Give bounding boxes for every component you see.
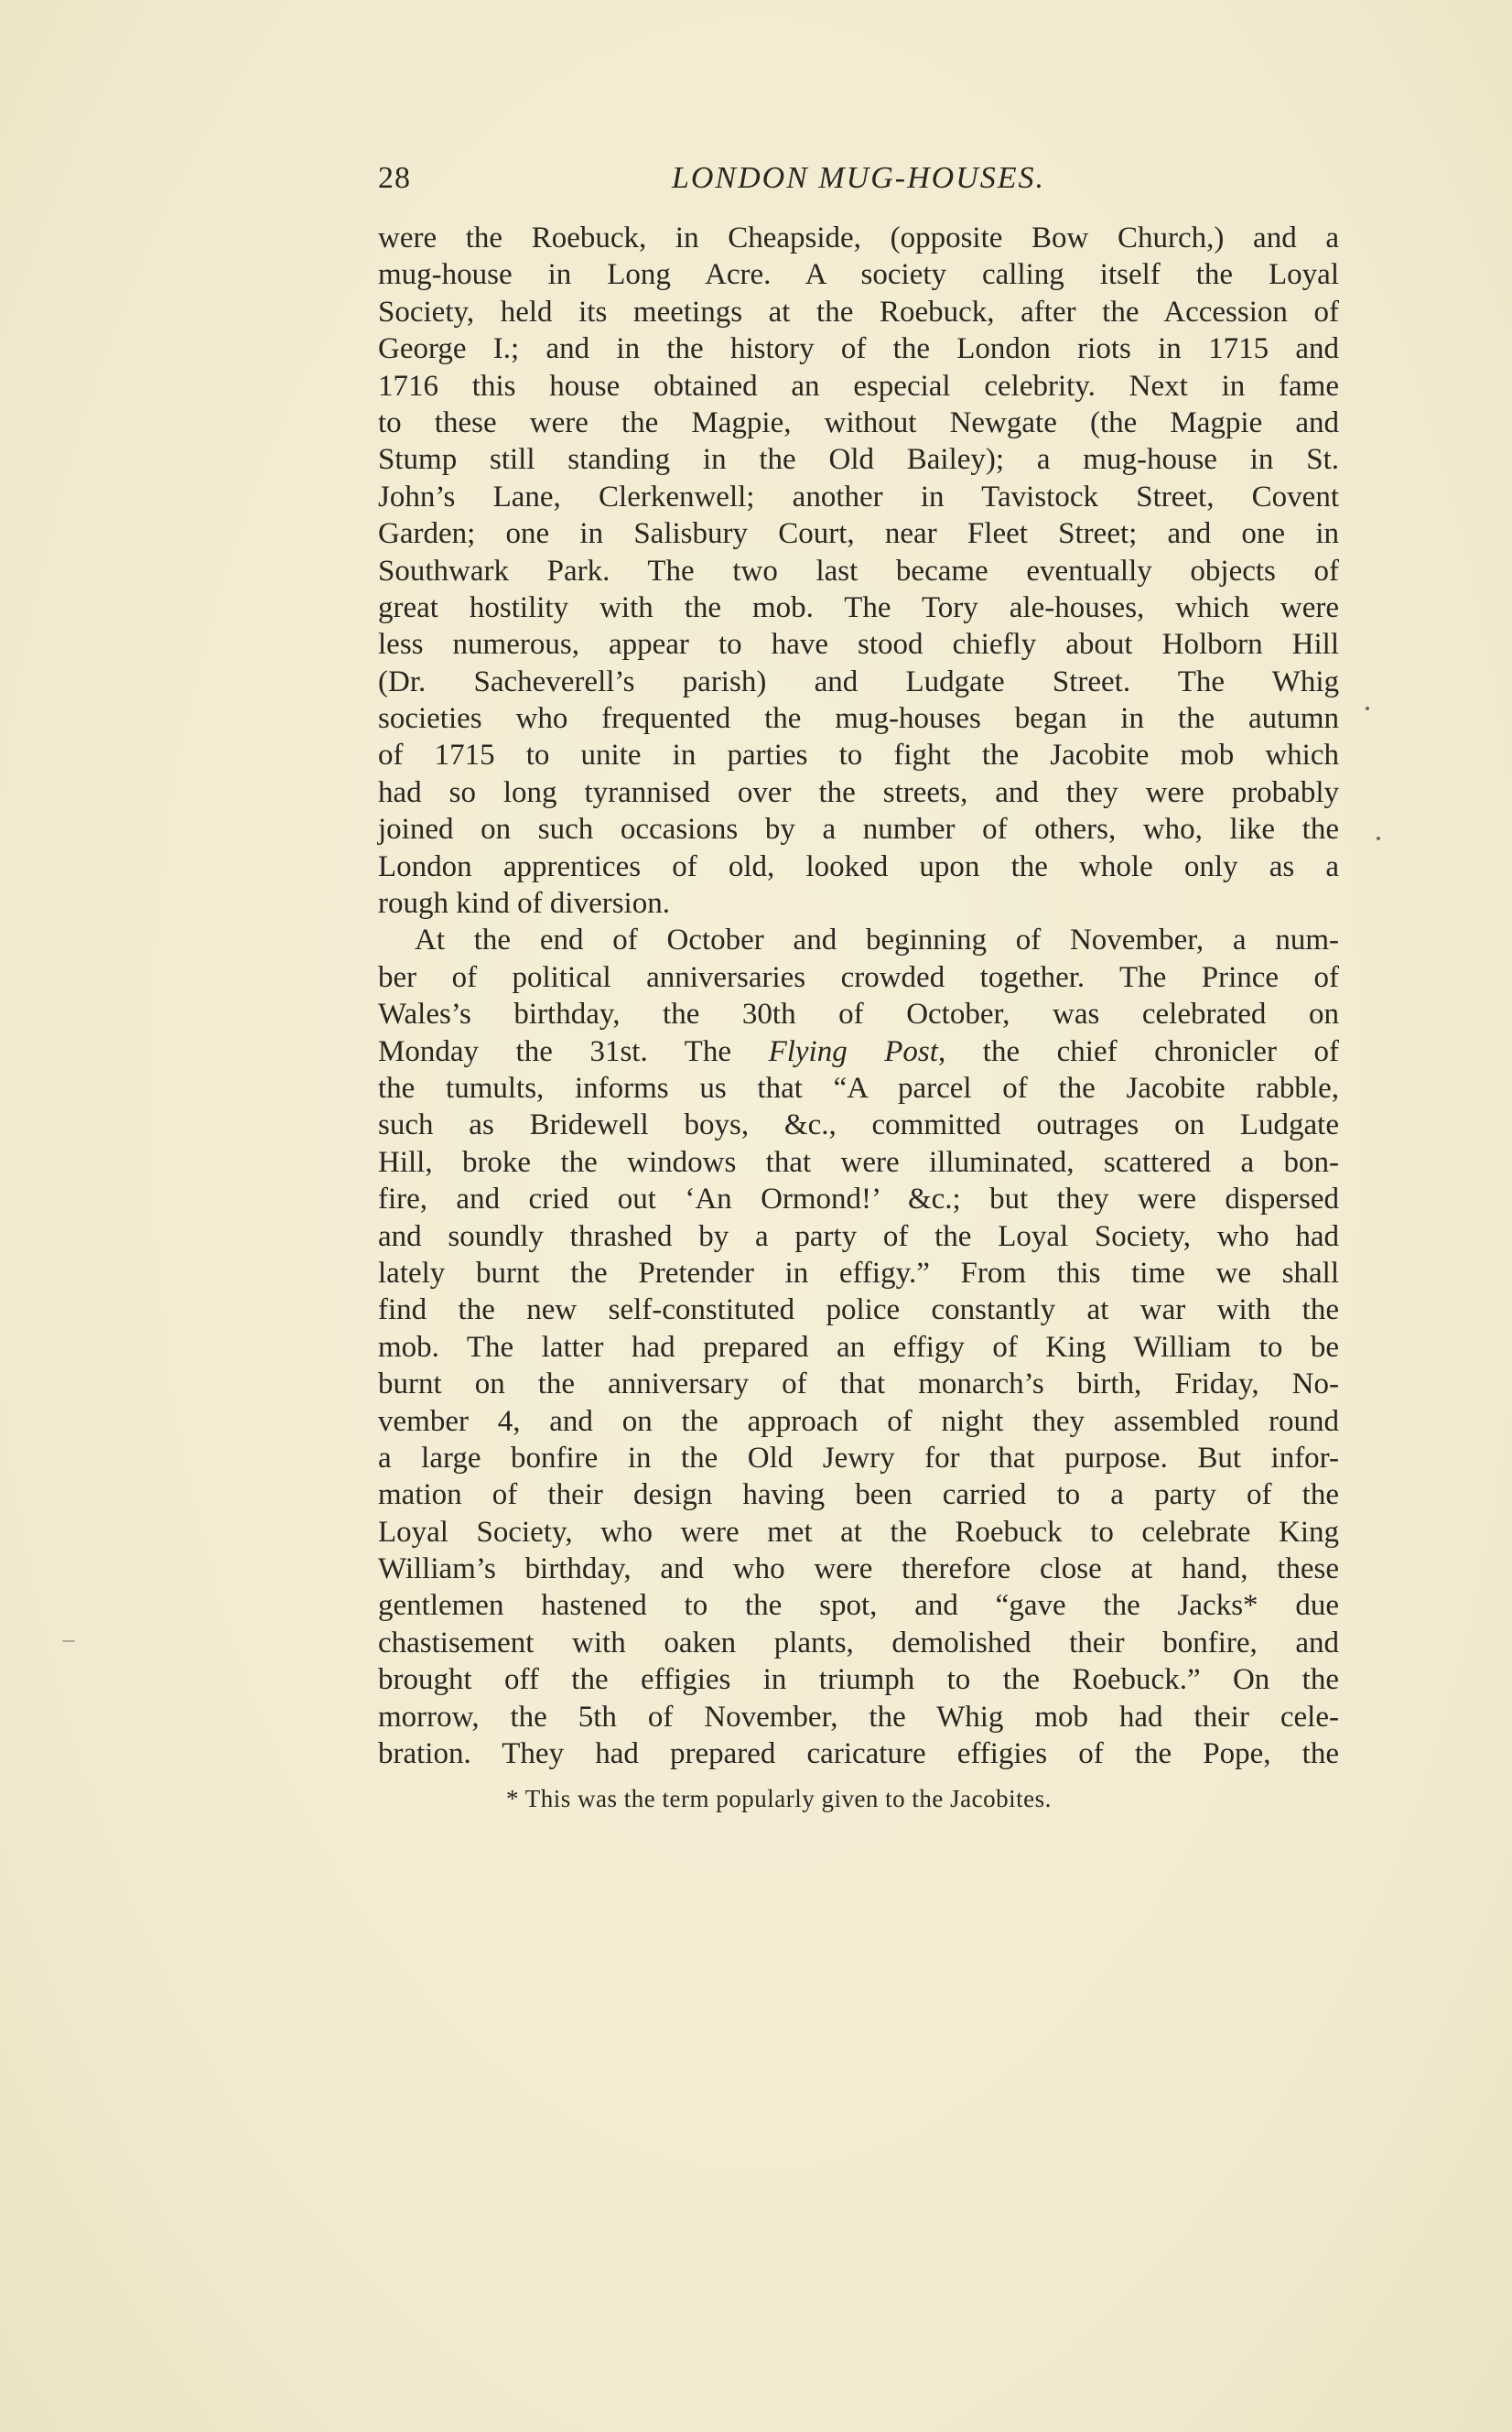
- text-line: to these were the Magpie, without Newgate (the Magpie and: [378, 405, 1339, 439]
- text-line: Monday the 31st. The Flying Post, the chief chronicler of: [378, 1034, 1340, 1068]
- text-line: John’s Lane, Clerkenwell; another in Tavistock Street, Covent: [378, 480, 1339, 513]
- text-line: great hostility with the mob. The Tory ale-houses, which were: [378, 590, 1339, 624]
- text-line: burnt on the anniversary of that monarch’s birth, Friday, No-: [378, 1367, 1339, 1401]
- text-line: mug-house in Long Acre. A society calling itself the Loyal: [378, 258, 1339, 292]
- text-line: Garden; one in Salisbury Court, near Fleet Street; and one in: [378, 517, 1339, 551]
- paper-speck: [1377, 837, 1380, 840]
- text-line: a large bonfire in the Old Jewry for that purpose. But infor-: [378, 1441, 1339, 1475]
- text-line: had so long tyrannised over the streets, and they were probably: [378, 775, 1339, 809]
- text-line: vember 4, and on the approach of night they assembled round: [378, 1404, 1339, 1438]
- text-line: gentlemen hastened to the spot, and “gave the Jacks* due: [378, 1589, 1339, 1623]
- text-line: and soundly thrashed by a party of the Loyal Society, who had: [378, 1219, 1339, 1253]
- text-line: such as Bridewell boys, &c., committed outrages on Ludgate: [378, 1108, 1339, 1142]
- footnote: * This was the term popularly given to the Jacobites.: [506, 1785, 1052, 1812]
- text-line: fire, and cried out ‘An Ormond!’ &c.; but they were dispersed: [378, 1183, 1339, 1216]
- text-line: Loyal Society, who were met at the Roebuck to celebrate King: [378, 1515, 1339, 1549]
- text-line: joined on such occasions by a number of others, who, like the: [378, 813, 1339, 847]
- text-line: William’s birthday, and who were therefore close at hand, these: [378, 1552, 1339, 1586]
- text-line: mation of their design having been carried to a party of the: [378, 1478, 1339, 1512]
- text-line: the tumults, informs us that “A parcel of the Jacobite rabble,: [378, 1071, 1339, 1105]
- text-line: (Dr. Sacheverell’s parish) and Ludgate Street. The Whig: [378, 665, 1339, 698]
- text-line: societies who frequented the mug-houses began in the autumn: [378, 702, 1339, 736]
- running-title: LONDON MUG-HOUSES.: [671, 161, 1046, 195]
- paper-speck: [62, 1640, 75, 1642]
- text-line: Wales’s birthday, the 30th of October, was celebrated on: [378, 998, 1339, 1032]
- text-line: 1716 this house obtained an especial celebrity. Next in fame: [378, 369, 1339, 403]
- text-line: lately burnt the Pretender in effigy.” From this time we shall: [378, 1256, 1339, 1290]
- page-number: 28: [378, 161, 411, 195]
- text-line: Society, held its meetings at the Roebuck, after the Accession of: [378, 295, 1339, 329]
- text-line: rough kind of diversion.: [378, 887, 670, 921]
- text-line: London apprentices of old, looked upon the whole only as a: [378, 849, 1339, 883]
- text-line: bration. They had prepared caricature effigies of the Pope, the: [378, 1737, 1339, 1771]
- body-text: [378, 220, 1339, 1772]
- text-line: less numerous, appear to have stood chiefly about Holborn Hill: [378, 628, 1339, 662]
- text-line: were the Roebuck, in Cheapside, (opposite Bow Church,) and a: [378, 222, 1339, 254]
- text-line: mob. The latter had prepared an effigy of King William to be: [378, 1330, 1339, 1364]
- text-line: Southwark Park. The two last became eventually objects of: [378, 554, 1339, 588]
- text-line: chastisement with oaken plants, demolished their bonfire, and: [378, 1626, 1339, 1659]
- text-line: George I.; and in the history of the London riots in 1715 and: [378, 332, 1339, 366]
- paper-speck: [1366, 707, 1369, 710]
- text-line: Stump still standing in the Old Bailey); a mug-house in St.: [378, 443, 1339, 477]
- text-line: brought off the effigies in triumph to the Roebuck.” On the: [378, 1663, 1339, 1697]
- running-head: [378, 161, 1339, 207]
- text-line: Hill, broke the windows that were illuminated, scattered a bon-: [378, 1145, 1339, 1179]
- periodical-title: Flying Post: [768, 1034, 938, 1068]
- text-line: ber of political anniversaries crowded together. The Prince of: [378, 960, 1339, 994]
- text-line: find the new self-constituted police constantly at war with the: [378, 1293, 1339, 1327]
- text-line: morrow, the 5th of November, the Whig mob had their cele-: [378, 1700, 1339, 1734]
- text-line: At the end of October and beginning of November, a num-: [415, 924, 1339, 957]
- text-line: of 1715 to unite in parties to fight the Jacobite mob which: [378, 739, 1339, 773]
